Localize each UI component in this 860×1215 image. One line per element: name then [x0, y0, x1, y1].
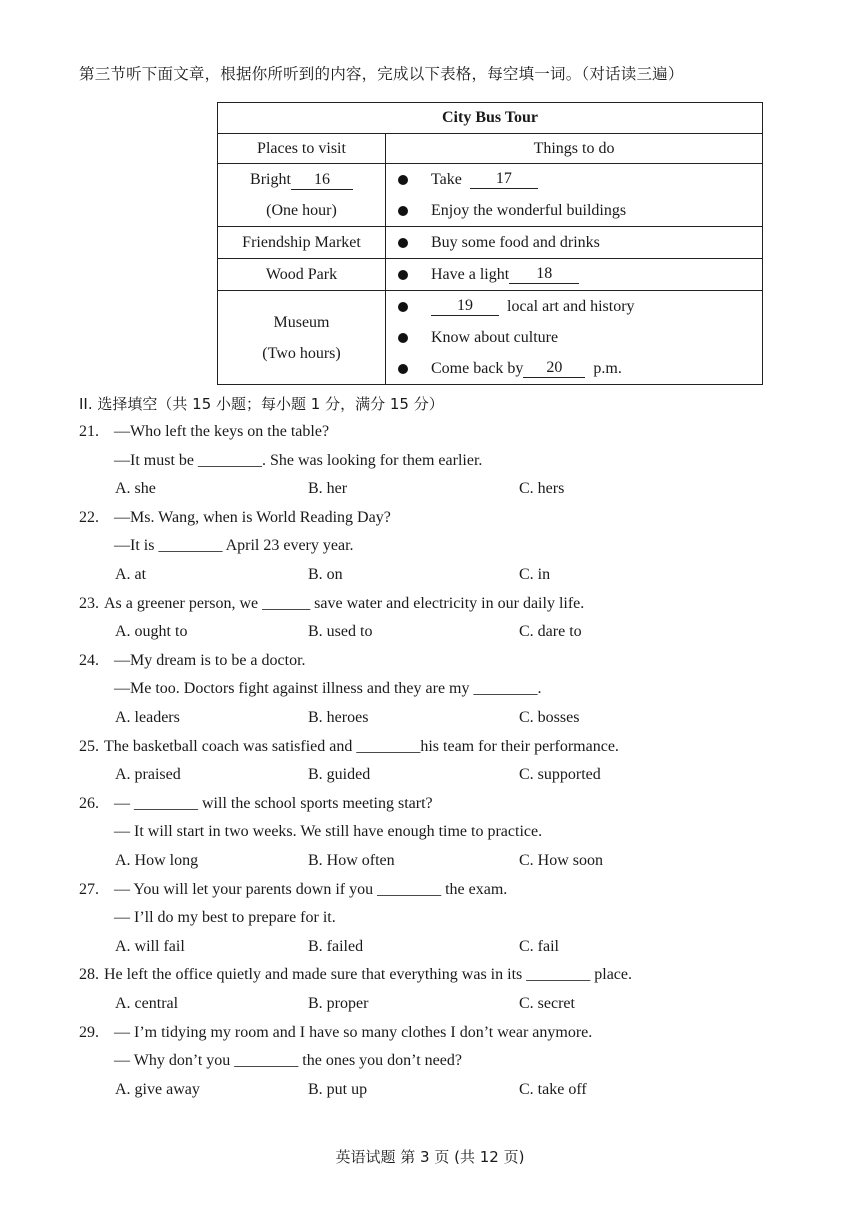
- place-name: Wood Park: [265, 266, 338, 283]
- question-number: 29.: [79, 1023, 99, 1041]
- place-name: Museum: [273, 313, 330, 331]
- bullet-icon: [398, 238, 408, 248]
- answer-text: —It must be ________. She was looking for them earlier.: [114, 451, 483, 469]
- section-2-heading: II. 选择填空（共 15 小题；每小题 1 分，满分 15 分）: [79, 395, 444, 413]
- answer-option-a[interactable]: A. How long: [115, 852, 199, 869]
- answer-blank-20[interactable]: 20: [523, 359, 585, 378]
- things-cell: [386, 227, 763, 259]
- column-header-things: Things to do: [386, 134, 763, 164]
- question-number: 27.: [79, 880, 99, 898]
- answer-option-a[interactable]: A. will fail: [115, 937, 185, 955]
- question-text: —My dream is to be a doctor.: [114, 651, 306, 669]
- bullet-icon: [398, 333, 408, 343]
- question-text: The basketball coach was satisfied and ________his team for their performance.: [104, 737, 619, 755]
- answer-option-a[interactable]: A. central: [115, 995, 179, 1012]
- question-text: He left the office quietly and made sure that everything was in its ________ place.: [104, 966, 632, 984]
- answer-option-a[interactable]: A. leaders: [115, 709, 180, 726]
- section-3-instructions: 第三节听下面文章，根据你所听到的内容，完成以下表格，每空填一词。（对话读三遍）: [79, 65, 684, 83]
- city-bus-tour-table: [217, 102, 763, 385]
- answer-text: —It is ________ April 23 every year.: [114, 537, 354, 555]
- answer-option-c[interactable]: C. supported: [519, 766, 601, 784]
- bullet-icon: [398, 270, 408, 280]
- answer-option-a[interactable]: A. give away: [115, 1080, 200, 1098]
- answer-option-b[interactable]: B. put up: [308, 1080, 368, 1098]
- answer-option-a[interactable]: A. at: [115, 566, 147, 583]
- page-footer: 英语试题 第 3 页 (共 12 页): [335, 1148, 525, 1166]
- question-number: 24.: [79, 651, 99, 669]
- things-cell: [386, 259, 763, 291]
- thing-item: Take 17: [386, 164, 762, 195]
- column-header-places: Places to visit: [218, 134, 386, 164]
- place-duration: (One hour): [266, 202, 337, 219]
- question-number: 21.: [79, 423, 99, 440]
- answer-text: — Why don’t you ________ the ones you don’t need?: [114, 1052, 462, 1070]
- things-cell: [386, 291, 763, 385]
- table-title: City Bus Tour: [218, 103, 763, 134]
- question-number: 26.: [79, 794, 99, 812]
- answer-blank-17[interactable]: 17: [470, 170, 538, 189]
- thing-item: Enjoy the wonderful buildings: [386, 195, 762, 226]
- question-number: 23.: [79, 594, 99, 612]
- question-text: As a greener person, we ______ save water and electricity in our daily life.: [104, 594, 585, 612]
- answer-text: — I’ll do my best to prepare for it.: [114, 909, 336, 927]
- answer-option-c[interactable]: C. fail: [519, 937, 559, 955]
- answer-text: —Me too. Doctors fight against illness and they are my ________.: [114, 680, 542, 698]
- answer-option-a[interactable]: A. praised: [115, 766, 181, 784]
- question-text: —Ms. Wang, when is World Reading Day?: [114, 508, 391, 526]
- answer-option-c[interactable]: C. in: [519, 566, 551, 583]
- thing-item: Come back by 20 p.m.: [386, 353, 762, 384]
- thing-item: Know about culture: [386, 322, 762, 353]
- thing-item: 19 local art and history: [386, 291, 762, 322]
- answer-option-b[interactable]: B. How often: [308, 852, 395, 869]
- things-cell: [386, 164, 763, 227]
- place-cell: [218, 227, 386, 259]
- bullet-icon: [398, 302, 408, 312]
- answer-option-c[interactable]: C. secret: [519, 995, 575, 1012]
- answer-option-c[interactable]: C. How soon: [519, 852, 604, 869]
- answer-blank-19[interactable]: 19: [431, 297, 499, 316]
- place-duration: (Two hours): [262, 344, 341, 362]
- answer-option-b[interactable]: B. guided: [308, 766, 371, 784]
- answer-blank-18[interactable]: 18: [509, 265, 579, 284]
- answer-option-c[interactable]: C. dare to: [519, 623, 582, 641]
- thing-item: Have a light 18: [386, 259, 762, 290]
- answer-option-b[interactable]: B. on: [308, 566, 343, 583]
- answer-option-a[interactable]: A. ought to: [115, 623, 188, 641]
- answer-option-b[interactable]: B. heroes: [308, 709, 369, 726]
- answer-text: — It will start in two weeks. We still have enough time to practice.: [114, 823, 543, 841]
- place-cell: [218, 291, 386, 385]
- question-text: —Who left the keys on the table?: [114, 423, 330, 440]
- answer-option-b[interactable]: B. her: [308, 480, 348, 498]
- answer-option-c[interactable]: C. take off: [519, 1080, 587, 1098]
- thing-item: Buy some food and drinks: [386, 227, 762, 258]
- question-text: — ________ will the school sports meeting start?: [114, 794, 433, 812]
- question-text: — I’m tidying my room and I have so many clothes I don’t wear anymore.: [114, 1023, 593, 1041]
- place-cell: [218, 259, 386, 291]
- answer-blank-16[interactable]: 16: [291, 171, 353, 190]
- question-number: 25.: [79, 737, 99, 755]
- question-number: 22.: [79, 508, 99, 526]
- answer-option-b[interactable]: B. failed: [308, 937, 364, 955]
- answer-option-a[interactable]: A. she: [115, 480, 156, 498]
- place-name: Bright: [250, 171, 291, 188]
- bullet-icon: [398, 206, 408, 216]
- answer-option-b[interactable]: B. used to: [308, 623, 373, 641]
- answer-option-c[interactable]: C. hers: [519, 480, 565, 498]
- answer-option-c[interactable]: C. bosses: [519, 709, 580, 726]
- bullet-icon: [398, 175, 408, 185]
- answer-option-b[interactable]: B. proper: [308, 995, 369, 1012]
- bullet-icon: [398, 364, 408, 374]
- place-name: Friendship Market: [242, 234, 361, 251]
- question-text: — You will let your parents down if you ________ the exam.: [114, 880, 508, 898]
- place-cell: [218, 164, 386, 227]
- question-number: 28.: [79, 966, 99, 984]
